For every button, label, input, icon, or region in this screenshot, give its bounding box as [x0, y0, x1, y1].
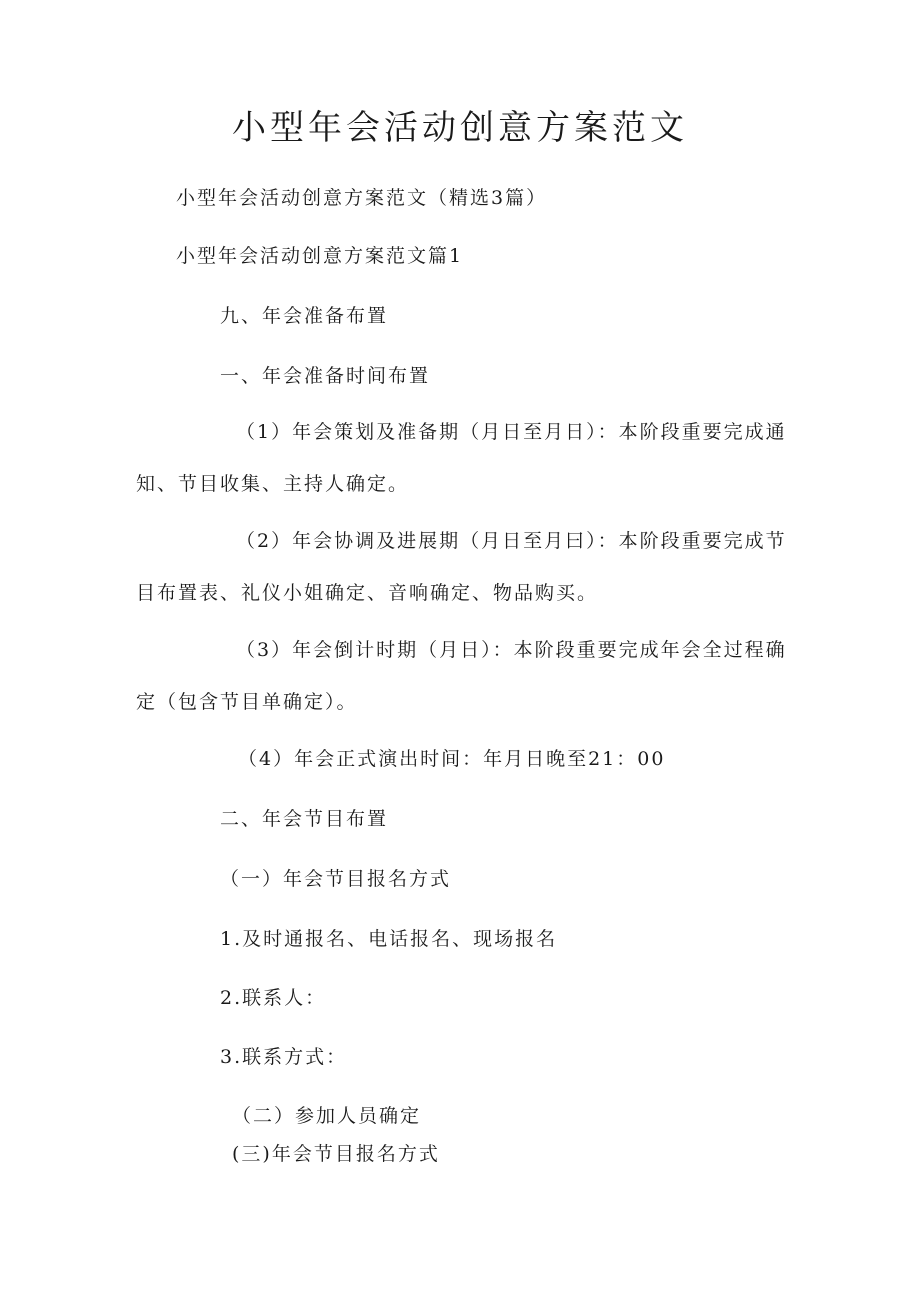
document-title: 小型年会活动创意方案范文 [232, 108, 688, 148]
document-subtitle: 小型年会活动创意方案范文（精选3篇） [176, 187, 548, 209]
schedule-item-3: （3）年会倒计时期（月日）：本阶段重要完成年会全过程确定（包含节目单确定）。 [136, 639, 787, 713]
article-heading: 小型年会活动创意方案范文篇1 [176, 245, 464, 267]
section-heading-one: 一、年会准备时间布置 [220, 365, 431, 387]
list-item-1: 1.及时通报名、电话报名、现场报名 [220, 928, 558, 950]
section-heading-nine: 九、年会准备布置 [220, 305, 389, 327]
schedule-item-2: （2）年会协调及进展期（月日至月曰）：本阶段重要完成节目布置表、礼仪小姐确定、音响确定、物品购买。 [136, 530, 787, 604]
list-item-3: 3.联系方式： [220, 1046, 348, 1068]
subsection-heading-three: (三)年会节目报名方式 [232, 1143, 440, 1165]
schedule-item-1: （1）年会策划及准备期（月日至月日）：本阶段重要完成通知、节目收集、主持人确定。 [136, 421, 787, 495]
subsection-heading-two: （二）参加人员确定 [232, 1105, 422, 1127]
subsection-heading-one: （一）年会节目报名方式 [220, 868, 452, 890]
section-heading-two: 二、年会节目布置 [220, 808, 389, 830]
schedule-item-4: （4）年会正式演出时间：年月日晚至21：00 [238, 748, 666, 770]
list-item-2: 2.联系人： [220, 987, 327, 1009]
